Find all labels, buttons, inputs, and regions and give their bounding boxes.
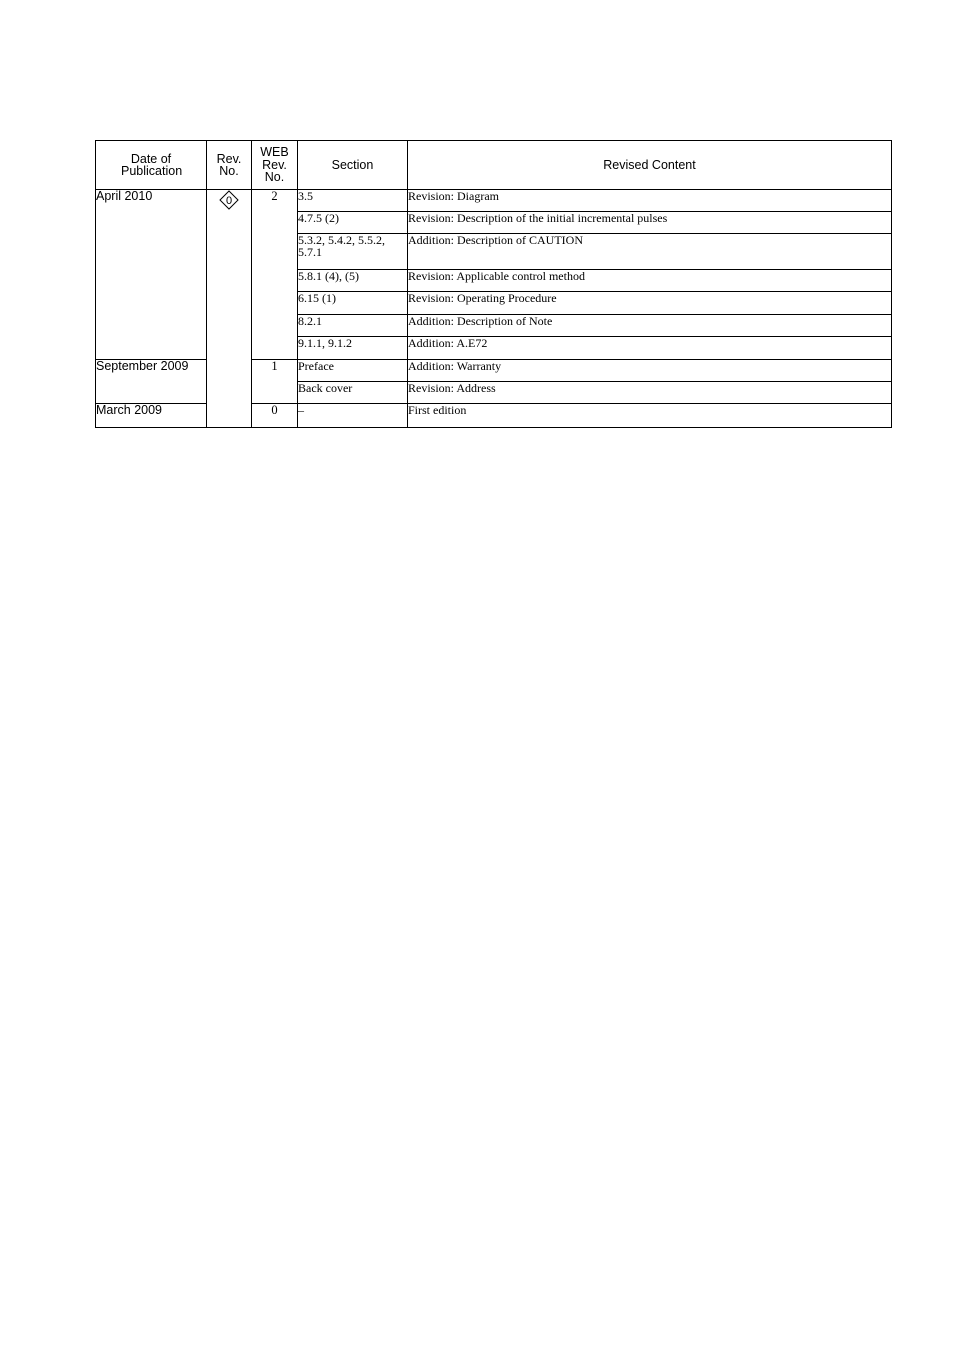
header-revised-content: Revised Content <box>408 141 892 190</box>
publication-date: April 2010 <box>96 190 207 360</box>
rev-no-value: 0 <box>225 195 233 207</box>
revised-content-cell: Revision: Operating Procedure <box>408 292 892 315</box>
rev-no-cell <box>207 190 252 428</box>
revision-diamond-icon <box>219 190 239 210</box>
section-cell: Back cover <box>298 382 408 404</box>
revised-content-cell: Revision: Applicable control method <box>408 270 892 292</box>
revised-content-cell: Addition: Description of Note <box>408 315 892 337</box>
table-row <box>96 190 892 212</box>
web-rev-no: 0 <box>252 404 298 428</box>
section-cell: 9.1.1, 9.1.2 <box>298 337 408 360</box>
header-web-rev-no: WEB Rev. No. <box>252 141 298 190</box>
header-date-of-publication: Date of Publication <box>96 141 207 190</box>
section-cell: – <box>298 404 408 428</box>
revised-content-cell: First edition <box>408 404 892 428</box>
web-rev-no: 2 <box>252 190 298 360</box>
revised-content-cell: Revision: Address <box>408 382 892 404</box>
section-cell: 5.3.2, 5.4.2, 5.5.2, 5.7.1 <box>298 234 408 270</box>
header-section: Section <box>298 141 408 190</box>
section-cell: 6.15 (1) <box>298 292 408 315</box>
header-rev-no: Rev. No. <box>207 141 252 190</box>
publication-date: March 2009 <box>96 404 207 428</box>
section-cell: Preface <box>298 360 408 382</box>
section-cell: 8.2.1 <box>298 315 408 337</box>
section-cell: 4.7.5 (2) <box>298 212 408 234</box>
section-cell: 5.8.1 (4), (5) <box>298 270 408 292</box>
revised-content-cell: Revision: Description of the initial incremental pulses <box>408 212 892 234</box>
revised-content-cell: Addition: A.E72 <box>408 337 892 360</box>
revision-history-table <box>95 140 892 428</box>
section-cell: 3.5 <box>298 190 408 212</box>
web-rev-no: 1 <box>252 360 298 404</box>
revised-content-cell: Addition: Description of CAUTION <box>408 234 892 270</box>
publication-date: September 2009 <box>96 360 207 404</box>
revised-content-cell: Addition: Warranty <box>408 360 892 382</box>
revised-content-cell: Revision: Diagram <box>408 190 892 212</box>
